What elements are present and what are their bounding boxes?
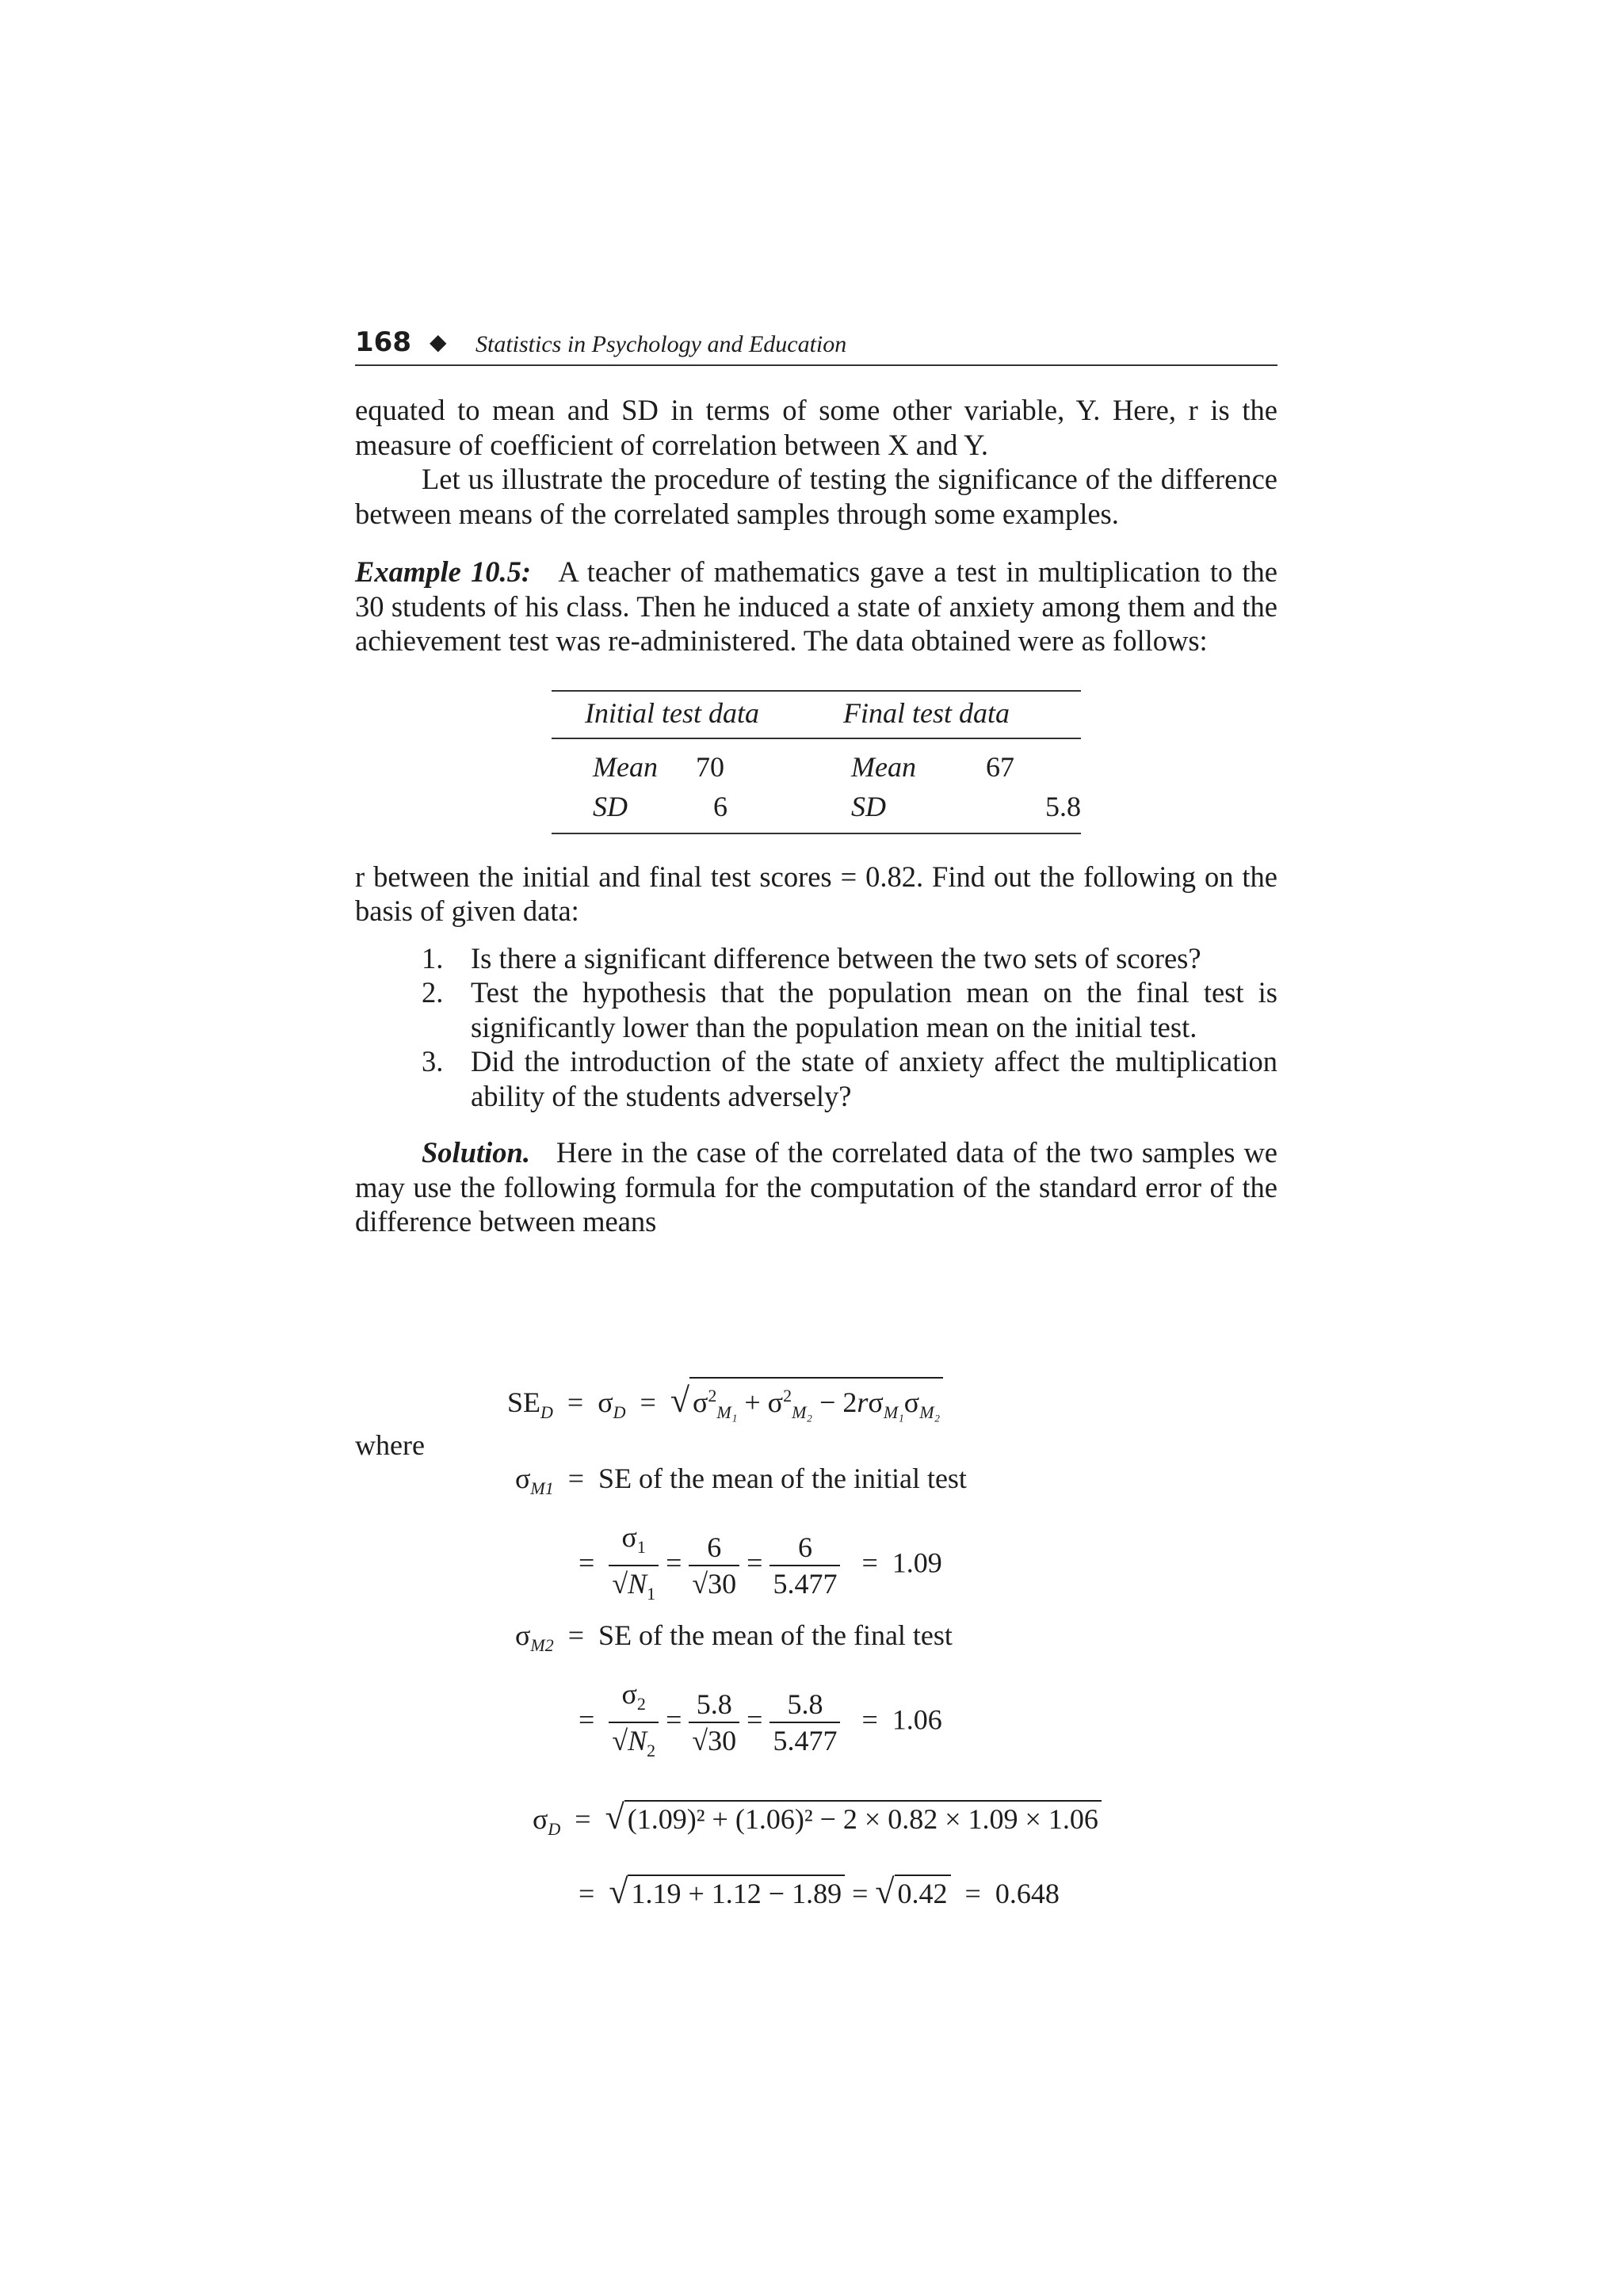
data-table (552, 690, 1081, 834)
table-row: Mean 70 Mean 67 (593, 750, 1014, 783)
running-title: Statistics in Psychology and Education (475, 331, 847, 357)
list-item: 2. Test the hypothesis that the population mean on the final test is significantly lower than the population mean on the initial test. (422, 976, 1277, 1043)
running-header (355, 325, 1277, 366)
table-row: SD 6 SD 5.8 (552, 787, 1081, 833)
where-label: where (355, 1429, 425, 1461)
page (355, 325, 1277, 1239)
example-paragraph (355, 555, 1277, 658)
formula-sigma-m1: $\sigma_{M1}$ = SE of the mean of the initial test (515, 1463, 967, 1499)
list-item: 1. Is there a significant difference between the two sets of scores? (422, 941, 1201, 974)
formula-se-d: $SE_D = \sigma_D$ = √ $\sigma^2_{M_1} + \sigma^2_{M_2} - 2r\sigma_{M_1}\sigma_{M_2}$ (507, 1377, 943, 1430)
diamond-icon: ◆ (430, 330, 447, 355)
formula-sigma-m2-calc: = $\frac{\sigma_2}{√N_2}$ = $\frac{5.8}{√30}$ = $\frac{5.8}{5.477}$ = 1.06 (579, 1678, 942, 1761)
formula-sigma-d-result: = √ 1.19 + 1.12 − 1.89 = √ 0.42 = 0.648 (579, 1872, 1060, 1911)
table-header-initial: Initial test data (552, 691, 838, 738)
solution-text: Here in the case of the correlated data of the two samples we may use the following formula for the computation of the standard error of the difference between means (355, 1136, 1277, 1238)
formula-sigma-m2: $\sigma_{M2}$ = SE of the mean of the final test (515, 1619, 953, 1656)
formula-sigma-d: $\sigma_D$ = √ (1.09)² + (1.06)² − 2 × 0.82 × 1.09 × 1.06 (533, 1800, 1102, 1847)
table-header-final: Final test data (838, 691, 1081, 738)
paragraph-2: Let us illustrate the procedure of testing the significance of the difference between means of the correlated samples through some examples. (355, 463, 1277, 530)
page-number: 168 (355, 326, 411, 358)
question-list (355, 941, 1277, 1114)
r-paragraph: r between the initial and final test scores = 0.82. Find out the following on the basis of given data: (355, 860, 1277, 927)
list-item: 3. Did the introduction of the state of anxiety affect the multiplication ability of the students adversely? (422, 1045, 1277, 1112)
paragraph-1: equated to mean and SD in terms of some other variable, Y. Here, r is the measure of coefficient of correlation between X and Y. (355, 394, 1277, 461)
solution-paragraph (355, 1135, 1277, 1239)
example-text: A teacher of mathematics gave a test in multiplication to the 30 students of his class. Then he induced a state of anxiety among them and the achievement test was re-administered. The data obtained were as follows: (355, 555, 1277, 657)
formula-sigma-m1-calc: = $\frac{\sigma_1}{√N_1}$ = $\frac{6}{√30}$ = $\frac{6}{5.477}$ = 1.09 (579, 1521, 942, 1604)
solution-label: Solution. (422, 1136, 530, 1169)
example-label: Example 10.5: (355, 555, 531, 588)
